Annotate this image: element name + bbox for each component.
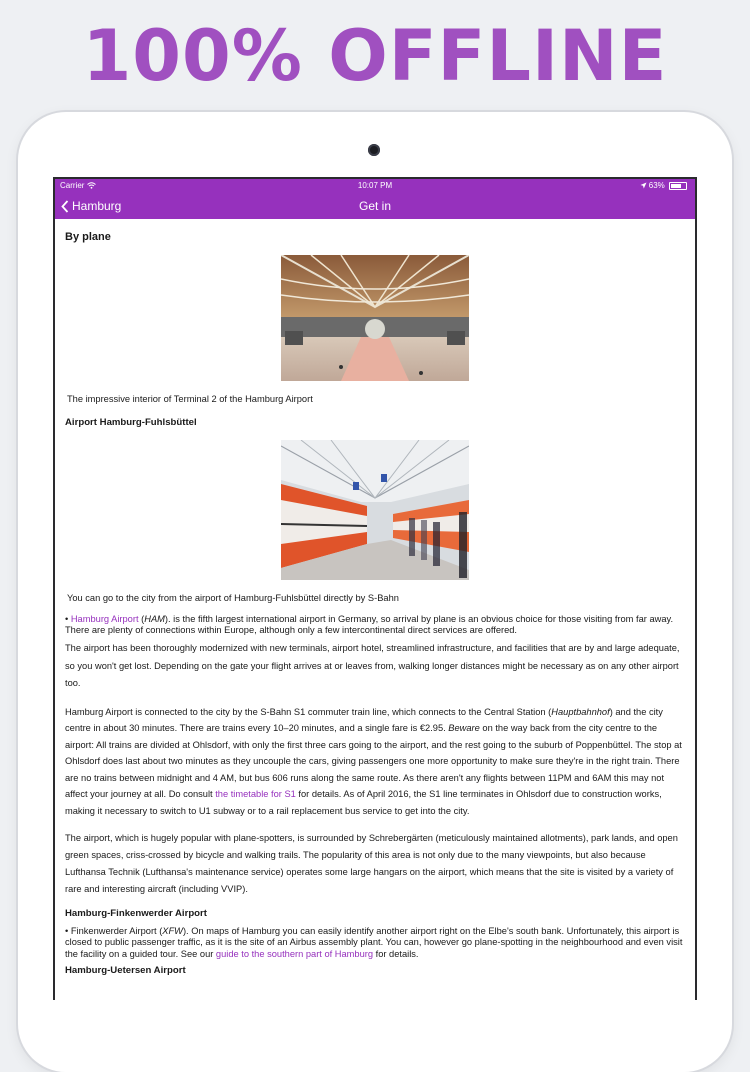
status-bar [55, 179, 695, 193]
status-right [640, 181, 687, 190]
ham-bullet: • Hamburg Airport (HAM). is the fifth largest international airport in Germany, so arrival by plane is an obvious choice for those visiting from far away. There are plenty of connections within Europe, although only a few intercontinental direct services are offered. [65, 614, 674, 635]
sbahn-text-4: for details. As of April 2016, the S1 line terminates in Ohlsdorf due to construction works, making it necessary to switch to U1 subway or to a rail replacement bus service to get into the city. [65, 789, 662, 816]
airport-heading: Hamburg-Uetersen Airport [65, 965, 186, 976]
paragraph-modernized: The airport has been thoroughly modernized with new terminals, airport hotel, streamlined infrastructure, and facilities that are by and large adequate, so you won't get lost. Depending on the gate your flight arrives at or leaves from, walking longer distances might be necessary as on any other airport too. [65, 643, 680, 688]
xfw-code: XFW [162, 925, 183, 936]
sbahn-photo [281, 440, 469, 580]
timetable-link[interactable]: the timetable for S1 [215, 789, 296, 799]
xfw-text-3: for details. [373, 948, 419, 959]
xfw-text-2: ). On maps of Hamburg you can easily identify another airport right on the Elbe's south bank. Unfortunately, this airport is closed to public passenger traffic, as it is the site of an Airbus assembly plant. You can, however go plane-spotting in the neighbourhood and even visit the facility on a guided tour. See our [65, 925, 683, 959]
battery-icon [669, 182, 687, 190]
beware-text: Beware [448, 723, 480, 733]
article-content [55, 219, 695, 1000]
terminal-photo [281, 255, 469, 381]
figure-caption: The impressive interior of Terminal 2 of the Hamburg Airport [67, 393, 313, 404]
battery-percent: 63% [648, 181, 665, 190]
xfw-text-1: Finkenwerder Airport ( [70, 925, 163, 936]
camera-icon [368, 144, 380, 156]
back-label: Hamburg [72, 199, 122, 213]
status-time: 10:07 PM [357, 181, 393, 190]
paragraph-spotters: The airport, which is hugely popular with plane-spotters, is surrounded by Schrebergärten (meticulously maintained allotments), park lands, and open green spaces, criss-crossed by bicycle and walking trails. The popularity of this area is not only due to the many viewpoints, but also because Lufthansa Technik (Lufthansa's maintenance service) operates some large hangars on the airport, which means that the site is visited by a variety of rare and interesting aircraft (including VVIP). [65, 833, 678, 894]
navigation-bar [55, 193, 695, 219]
app-screen [53, 177, 697, 1000]
promo-headline: 100% OFFLINE [82, 15, 668, 97]
location-arrow-icon [640, 182, 647, 189]
ham-code: HAM [144, 614, 165, 624]
nav-title: Get in [358, 199, 391, 213]
xfw-bullet: • Finkenwerder Airport (XFW). On maps of Hamburg you can easily identify another airport right on the Elbe's south bank. Unfortunately, this airport is closed to public passenger traffic, as it is the site of an Airbus assembly plant. You can, however go plane-spotting in the neighbourhood and even visit the facility on a guided tour. See our guide to the southern part of Hamburg for details. [65, 925, 683, 959]
airport-heading: Airport Hamburg-Fuhlsbüttel [65, 417, 197, 428]
section-title: By plane [65, 231, 111, 243]
paragraph-sbahn [65, 704, 685, 820]
hauptbahnhof-text: Hauptbahnhof [551, 706, 610, 717]
sbahn-text-2: ) and the city centre in about 30 minutes. There are trains every 10–20 minutes, and a single fare is €2.95. [65, 706, 663, 733]
sbahn-text-1: Hamburg Airport is connected to the city by the S-Bahn S1 commuter train line, which connects to the Central Station ( [65, 706, 552, 717]
ham-text: . is the fifth largest international airport in Germany, so arrival by plane is an obvious choice for those visiting from far away. There are plenty of connections within Europe, although only a few intercontinental direct services are offered. [65, 614, 674, 635]
hamburg-airport-link[interactable]: Hamburg Airport [70, 614, 139, 624]
southern-guide-link[interactable]: guide to the southern part of Hamburg [215, 948, 374, 959]
figure-caption: You can go to the city from the airport of Hamburg-Fuhlsbüttel directly by S-Bahn [67, 592, 399, 603]
carrier-label: Carrier [60, 181, 85, 190]
sbahn-text-3: on the way back from the city centre to the airport: All trains are divided at Ohlsdorf, with only the first three cars going to the airport, and the rest going to the suburb of Poppenbüttel. The stop at Ohlsdorf does last about two minutes as they uncouple the cars, giving passengers one more opportunity to make sure they're in the right train. There are no trains between midnight and 4 AM, but bus 606 runs along the same route. As there aren't any flights between 11PM and 6AM this may not affect your journey at all. Do consult [65, 723, 682, 799]
airport-heading: Hamburg-Finkenwerder Airport [65, 908, 207, 919]
